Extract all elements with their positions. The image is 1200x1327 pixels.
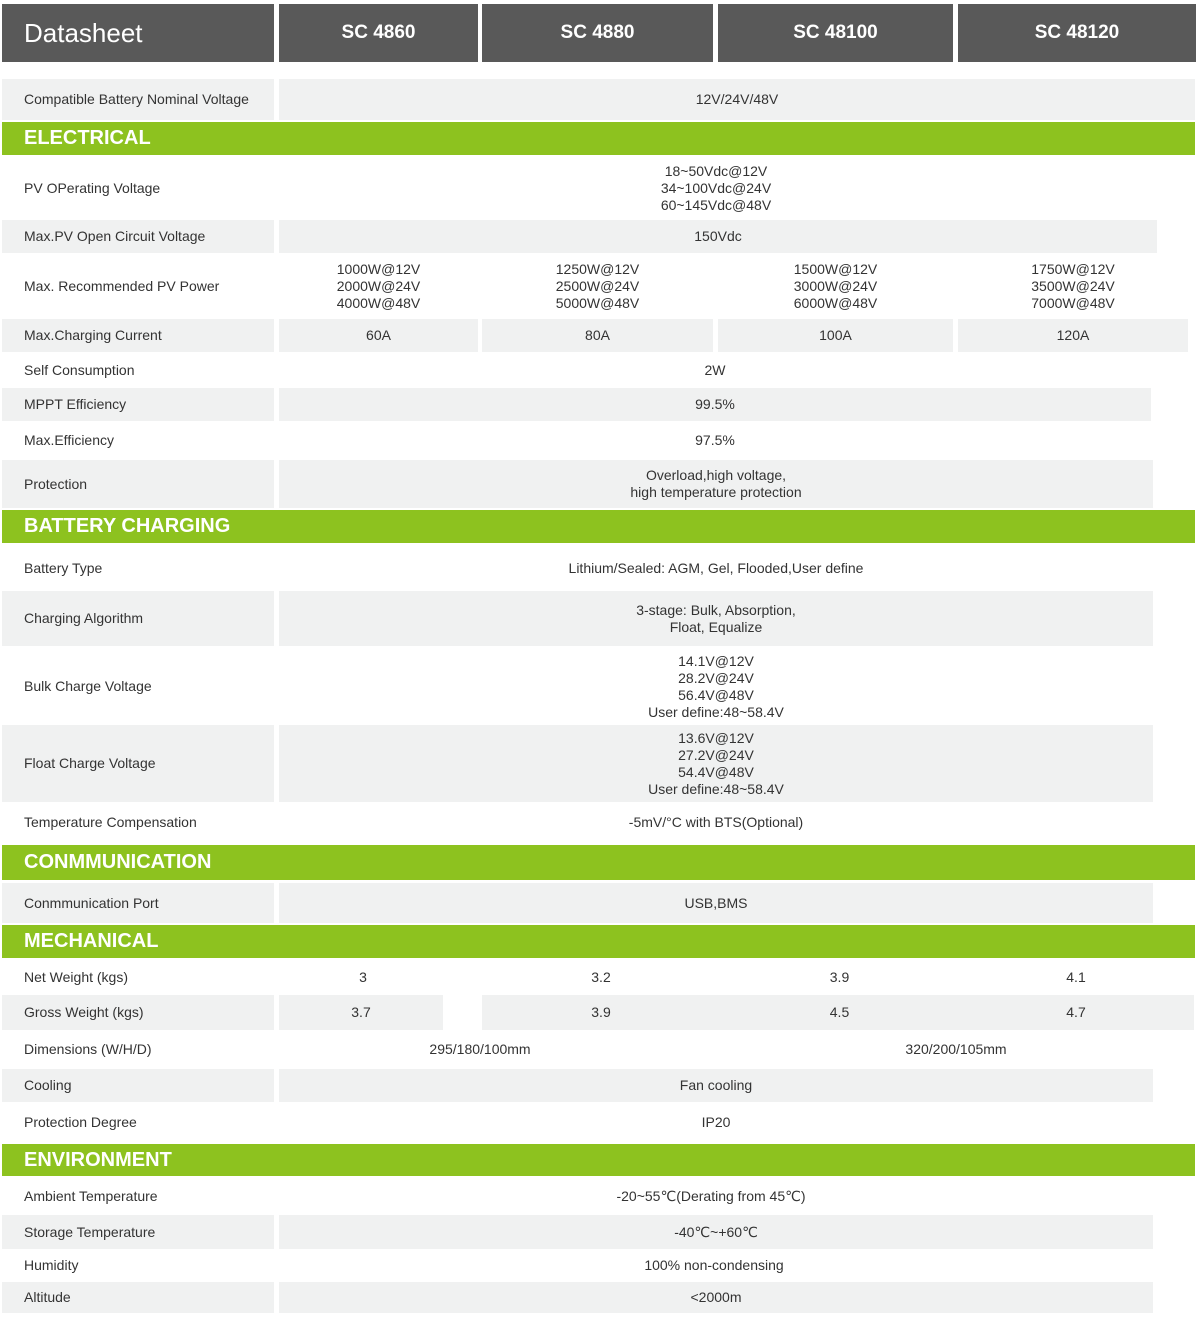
row-ambient-temperature [0,1177,1196,1215]
model-header-sc48120: SC 48120 [958,4,1196,62]
row-label: Battery Type [2,545,274,591]
row-mppt-efficiency [0,388,1196,421]
cell-sc48100: 4.5 [718,995,961,1030]
model-header-sc4880: SC 4880 [482,4,713,62]
cell-sc4860: 3.7 [279,995,443,1030]
row-label: Float Charge Voltage [2,725,274,802]
cell-sc4880: 3.9 [482,995,720,1030]
row-label: Max.Charging Current [2,319,274,352]
cell-sc48100: 3.9 [718,960,961,995]
row-label: Conmmunication Port [2,883,274,923]
cell-sc4880: 80A [482,319,713,352]
row-label: Compatible Battery Nominal Voltage [2,79,274,120]
row-compatible-voltage [0,79,1196,120]
cell-sc4860: 1000W@12V 2000W@24V 4000W@48V [279,253,478,319]
row-label: Max.PV Open Circuit Voltage [2,220,274,253]
cell-sc4860-sc4880: 295/180/100mm [279,1030,681,1069]
row-label: Max.Efficiency [2,421,274,460]
cell-sc4880: 1250W@12V 2500W@24V 5000W@48V [482,253,713,319]
section-environment: ENVIRONMENT [2,1144,1195,1176]
row-label: Ambient Temperature [2,1177,274,1215]
row-label: PV OPerating Voltage [2,157,274,219]
row-value: 99.5% [279,388,1151,421]
row-value: 12V/24V/48V [279,79,1195,120]
section-electrical: ELECTRICAL [2,122,1195,155]
row-label: Gross Weight (kgs) [2,995,274,1030]
model-header-sc4860: SC 4860 [279,4,478,62]
section-communication: CONMMUNICATION [2,845,1195,880]
row-label: Humidity [2,1249,274,1282]
row-humidity [0,1249,1196,1282]
cell-sc48120: 120A [958,319,1188,352]
row-storage-temperature [0,1215,1196,1249]
row-temperature-compensation [0,802,1196,843]
row-pv-open-circuit-voltage [0,220,1196,253]
row-value: -20~55℃(Derating from 45℃) [279,1177,1143,1215]
row-value: 150Vdc [279,220,1157,253]
row-self-consumption [0,352,1196,388]
model-header-sc48100: SC 48100 [718,4,953,62]
row-max-efficiency [0,421,1196,460]
row-label: Self Consumption [2,352,274,388]
row-max-charging-current [0,319,1196,352]
row-label: Bulk Charge Voltage [2,648,274,725]
row-value: -40℃~+60℃ [279,1215,1153,1249]
cell-sc48120: 4.7 [958,995,1194,1030]
row-altitude [0,1282,1196,1313]
row-battery-type [0,545,1196,591]
row-label: Cooling [2,1069,274,1102]
row-label: Dimensions (W/H/D) [2,1030,274,1069]
row-label: Charging Algorithm [2,591,274,646]
cell-sc4860: 3 [279,960,447,995]
row-value: 14.1V@12V 28.2V@24V 56.4V@48V User define:48~58.4V [279,648,1153,725]
row-label: Net Weight (kgs) [2,960,274,995]
datasheet-title: Datasheet [2,4,274,62]
row-value: 100% non-condensing [279,1249,1149,1282]
row-protection-degree [0,1102,1196,1142]
cell-sc48100: 1500W@12V 3000W@24V 6000W@48V [718,253,953,319]
row-bulk-charge-voltage [0,648,1196,725]
row-value: Fan cooling [279,1069,1153,1102]
row-value: 3-stage: Bulk, Absorption, Float, Equalize [279,591,1153,646]
row-value: 13.6V@12V 27.2V@24V 54.4V@48V User define:48~58.4V [279,725,1153,802]
row-net-weight [0,960,1196,995]
row-label: Storage Temperature [2,1215,274,1249]
section-battery-charging: BATTERY CHARGING [2,510,1195,543]
row-pv-operating-voltage [0,157,1196,219]
row-label: Max. Recommended PV Power [2,253,274,319]
cell-sc4880: 3.2 [482,960,720,995]
row-value: <2000m [279,1282,1153,1313]
row-value: -5mV/°C with BTS(Optional) [279,802,1153,843]
row-label: Temperature Compensation [2,802,274,843]
row-label: Protection Degree [2,1102,274,1142]
row-charging-algorithm [0,591,1196,646]
cell-sc4860: 60A [279,319,478,352]
row-dimensions [0,1030,1196,1069]
row-value: Lithium/Sealed: AGM, Gel, Flooded,User define [279,545,1153,591]
row-label: Protection [2,460,274,508]
cell-sc48100-sc48120: 320/200/105mm [718,1030,1194,1069]
cell-sc48100: 100A [718,319,953,352]
cell-sc48120: 4.1 [958,960,1194,995]
row-value: 2W [279,352,1151,388]
row-value: USB,BMS [279,883,1153,923]
row-cooling [0,1069,1196,1102]
row-gross-weight [0,995,1196,1030]
row-value: 97.5% [279,421,1151,460]
section-mechanical: MECHANICAL [2,925,1195,958]
row-value: Overload,high voltage, high temperature protection [279,460,1153,508]
row-communication-port [0,883,1196,923]
row-float-charge-voltage [0,725,1196,802]
cell-sc48120: 1750W@12V 3500W@24V 7000W@48V [958,253,1188,319]
row-value: IP20 [279,1102,1153,1142]
row-max-pv-power [0,253,1196,319]
row-protection [0,460,1196,508]
row-value: 18~50Vdc@12V 34~100Vdc@24V 60~145Vdc@48V [279,157,1153,219]
row-label: MPPT Efficiency [2,388,274,421]
row-label: Altitude [2,1282,274,1313]
